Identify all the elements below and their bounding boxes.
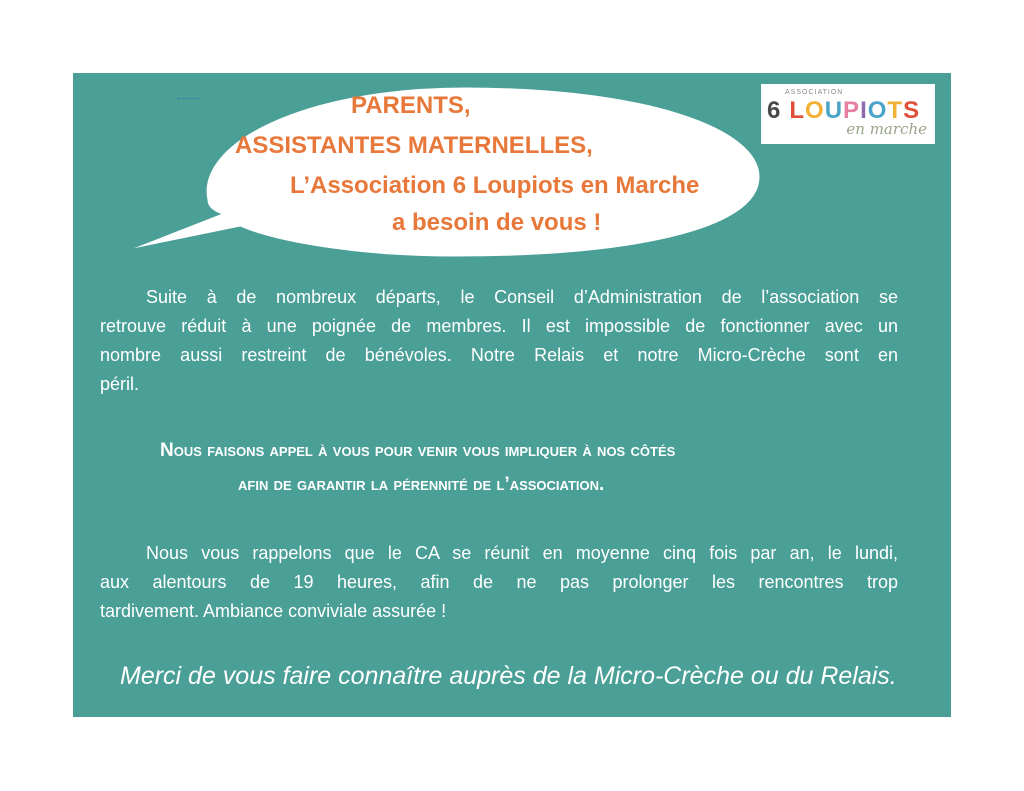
paragraph-line: nombre aussi restreint de bénévoles. Notre Relais et notre Micro-Crèche sont en (100, 345, 898, 365)
logo-letter: 6 (767, 97, 782, 124)
paragraph-meetings (100, 539, 898, 626)
paragraph-line: retrouve réduit à une poignée de membres. Il est impossible de fonctionner avec un (100, 316, 898, 336)
bubble-line-parents: PARENTS, (351, 92, 471, 119)
paragraph-line: tardivement. Ambiance conviviale assurée ! (100, 601, 447, 621)
callout-line-1: Nous faisons appel à vous pour venir vous impliquer à nos côtés (160, 440, 676, 461)
paragraph-line: aux alentours de 19 heures, afin de ne pas prolonger les rencontres trop (100, 572, 898, 592)
bubble-line-besoin: a besoin de vous ! (392, 209, 602, 236)
logo-letter: O (867, 97, 888, 124)
paragraph-line: péril. (100, 374, 140, 394)
callout-line-2: afin de garantir la pérennité de l’association. (238, 474, 605, 495)
logo-letter: O (805, 97, 825, 124)
association-logo (761, 84, 935, 144)
thanks-line: Merci de vous faire connaître auprès de la Micro-Crèche ou du Relais. (120, 662, 897, 690)
logo-letter: T (887, 97, 904, 124)
logo-tagline: en marche (846, 120, 927, 138)
paragraph-line: Nous vous rappelons que le CA se réunit en moyenne cinq fois par an, le lundi, (146, 543, 898, 563)
logo-letter: S (903, 97, 921, 124)
logo-letter: U (824, 97, 844, 124)
logo-letter: L (789, 97, 806, 124)
paragraph-line: Suite à de nombreux départs, le Conseil d’Administration de l’association se (146, 287, 898, 307)
paragraph-departures (100, 283, 898, 399)
logo-letter: P (843, 97, 861, 124)
logo-letter: I (860, 97, 868, 124)
bubble-line-assistantes: ASSISTANTES MATERNELLES, (235, 132, 593, 159)
logo-association-label: ASSOCIATION (785, 89, 844, 96)
bubble-line-association: L’Association 6 Loupiots en Marche (290, 172, 700, 199)
